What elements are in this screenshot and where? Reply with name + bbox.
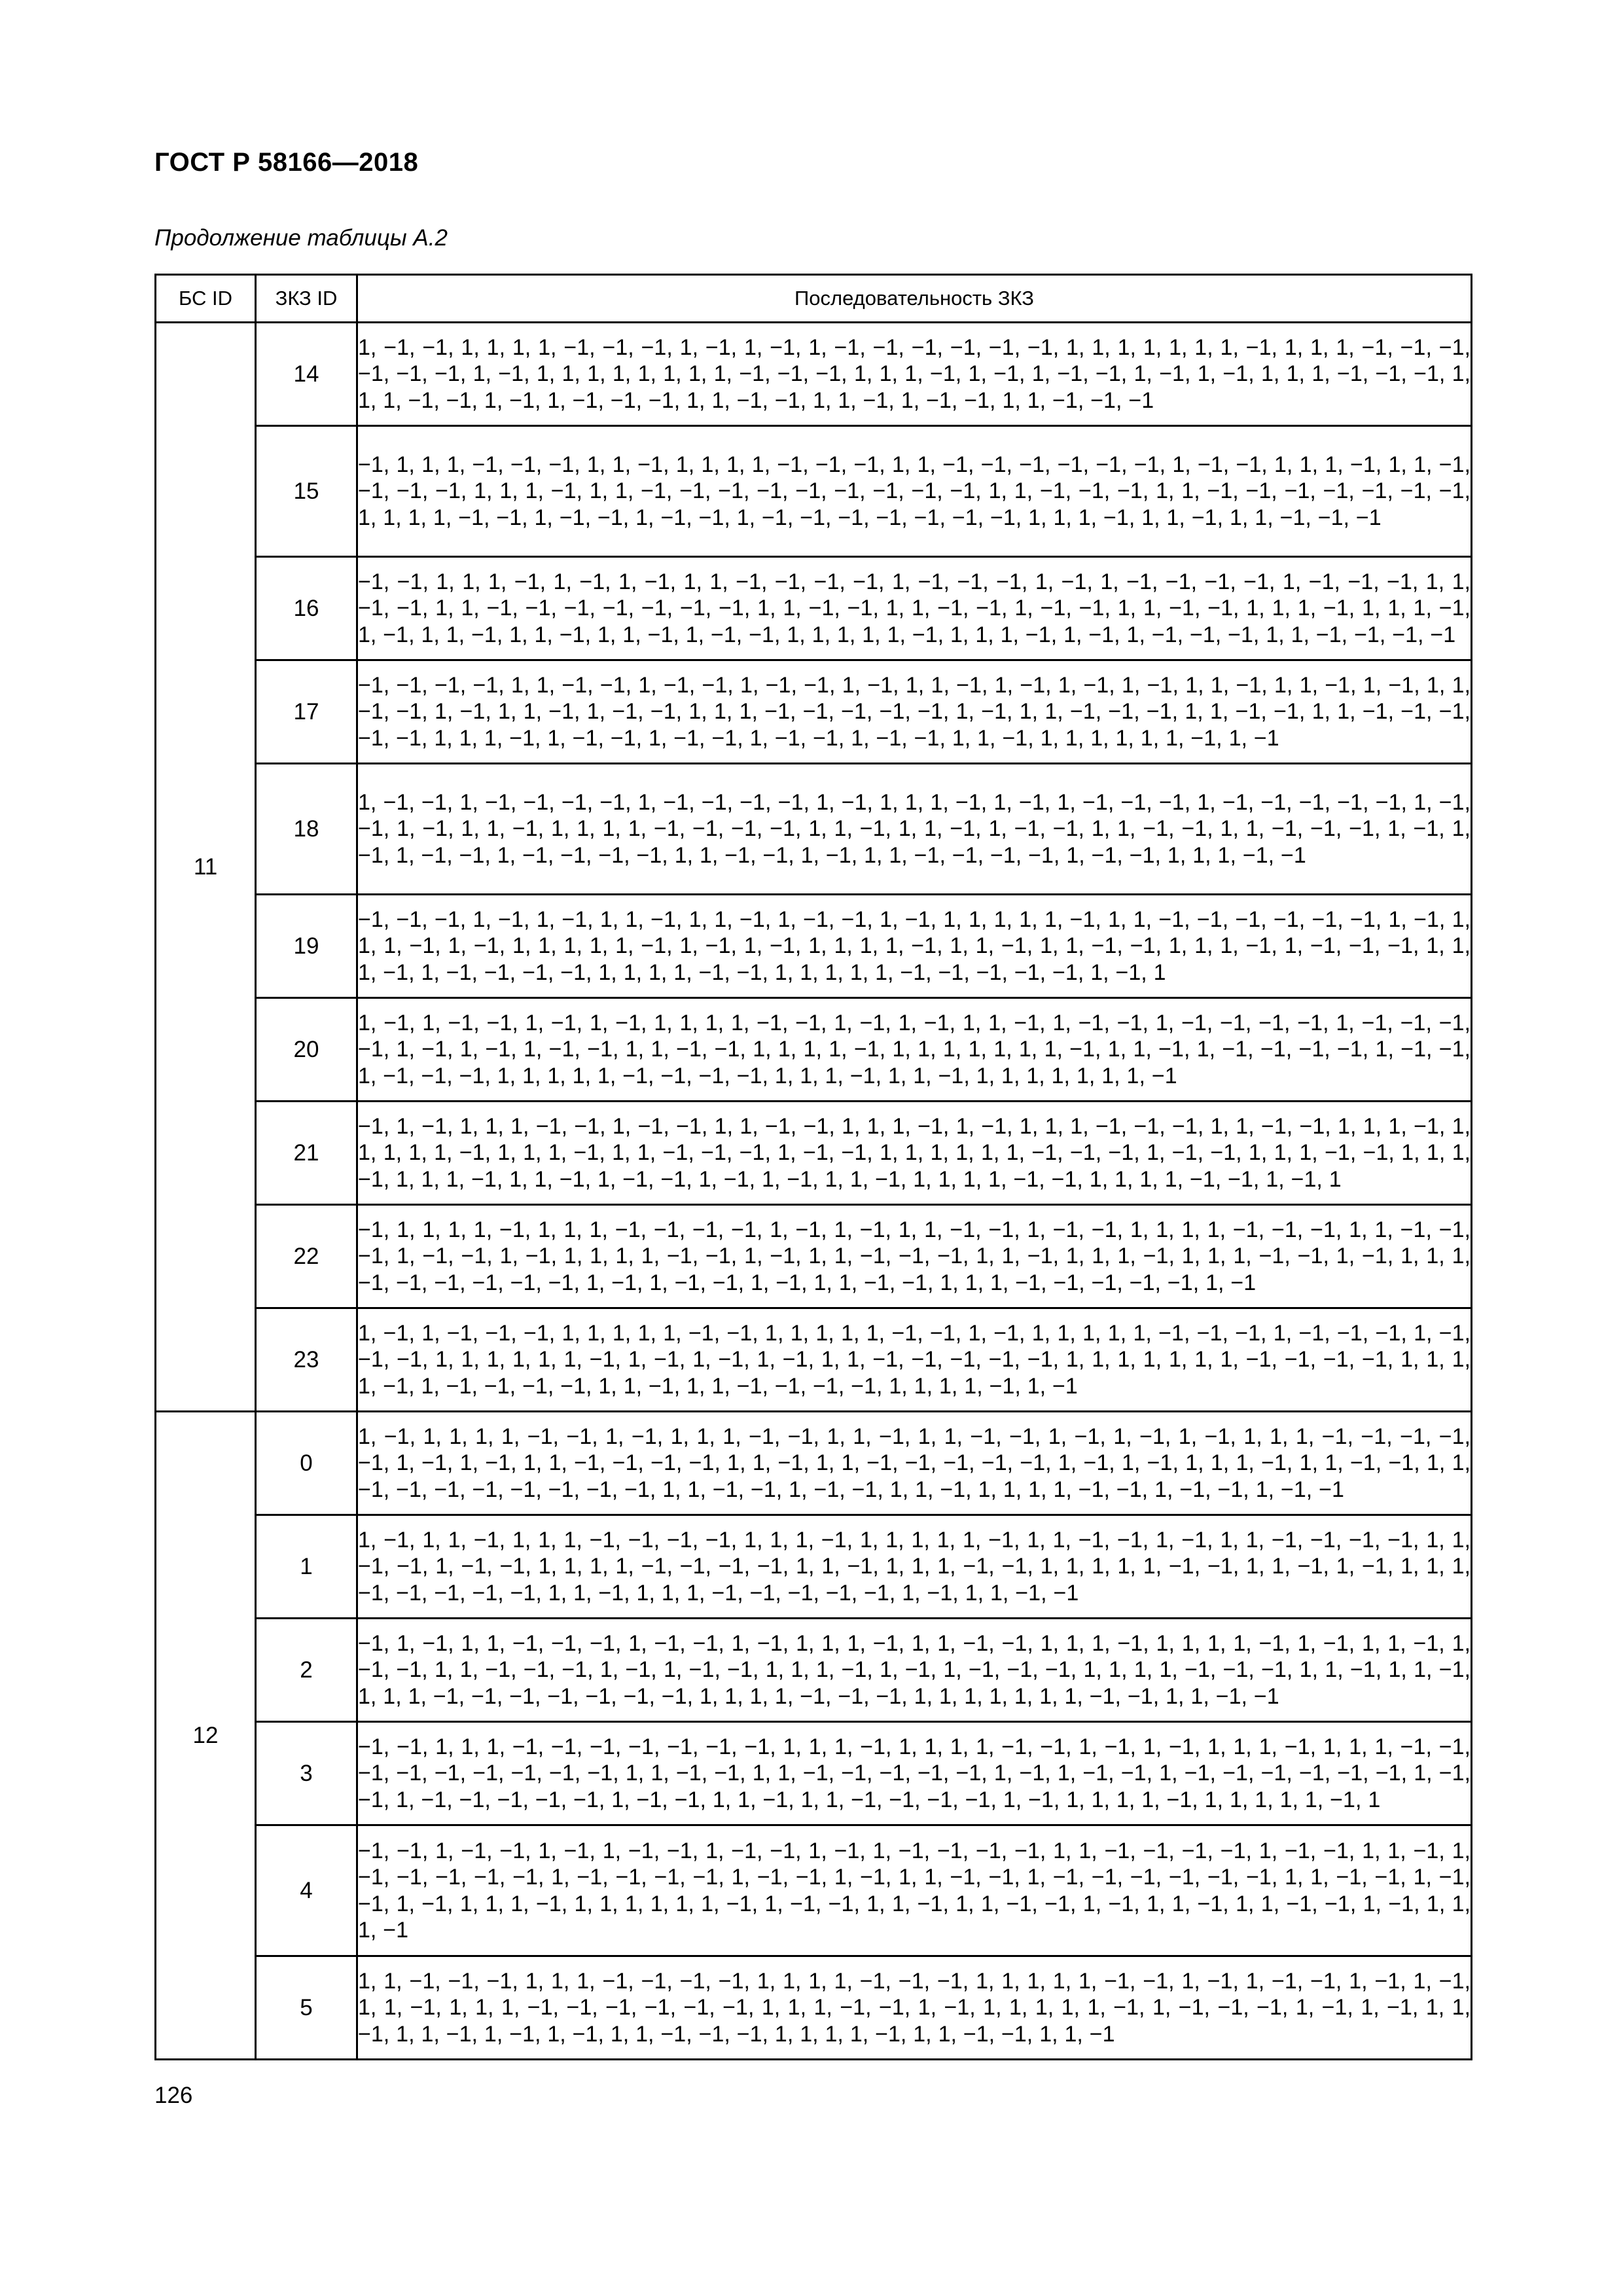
sequence-cell: 1, −1, −1, 1, 1, 1, 1, −1, −1, −1, 1, −1, 1, −1, 1, −1, −1, −1, −1, −1, −1, 1, 1, 1, 1, 1, 1, 1, −1, 1, 1, 1, −1, −1, −1, −1, −1, −1, 1, −1, 1, 1, 1, 1, 1, 1, 1, 1, −1, −1, −1, 1, 1, 1, −1, 1, −1, 1, −1, −1, 1, −1, 1, −1, 1, 1, 1, −1, −1, −1, 1, 1, 1, −1, −1, 1, −1, 1, −1, −1, −1, 1, 1, −1, −1, 1, 1, −1, 1, −1, −1, 1, 1, −1, −1, −1 xyxy=(357,323,1472,426)
sequence-cell: 1, −1, 1, −1, −1, −1, 1, 1, 1, 1, 1, −1, −1, 1, 1, 1, 1, 1, −1, −1, 1, −1, 1, 1, 1, 1, 1, −1, −1, −1, 1, −1, −1, −1, 1, −1, −1, −1, 1, 1, 1, 1, 1, 1, −1, 1, −1, 1, −1, 1, −1, 1, 1, −1, −1, −1, −1, −1, 1, 1, 1, 1, 1, 1, 1, −1, −1, −1, −1, 1, 1, 1, 1, −1, 1, −1, −1, −1, −1, 1, 1, −1, 1, 1, −1, −1, −1, −1, 1, 1, 1, 1, −1, 1, −1 xyxy=(357,1308,1472,1412)
table-row xyxy=(156,1412,1472,1515)
zkz-id-cell: 22 xyxy=(256,1205,357,1308)
table-row xyxy=(156,1308,1472,1412)
zkz-id-cell: 15 xyxy=(256,426,357,557)
sequence-cell: 1, −1, 1, −1, −1, 1, −1, 1, −1, 1, 1, 1, 1, −1, −1, 1, −1, 1, −1, 1, 1, −1, 1, −1, −1, 1, −1, −1, −1, −1, 1, −1, −1, −1, −1, 1, −1, 1, −1, 1, −1, −1, 1, 1, −1, −1, 1, 1, 1, 1, −1, 1, 1, 1, 1, 1, 1, 1, −1, 1, 1, −1, 1, −1, −1, −1, −1, 1, −1, −1, 1, −1, −1, −1, 1, 1, 1, 1, 1, −1, −1, −1, −1, 1, 1, 1, −1, 1, 1, −1, 1, 1, 1, 1, 1, 1, 1, −1 xyxy=(357,998,1472,1102)
zkz-id-cell: 20 xyxy=(256,998,357,1102)
bs-id-cell: 11 xyxy=(156,323,256,1412)
sequence-cell: −1, −1, −1, −1, 1, 1, −1, −1, 1, −1, −1, 1, −1, −1, 1, −1, 1, 1, −1, 1, −1, 1, −1, 1, −1, 1, 1, −1, 1, 1, −1, 1, −1, 1, 1, −1, −1, 1, −1, 1, 1, −1, 1, −1, −1, 1, 1, 1, −1, −1, −1, −1, −1, 1, −1, 1, 1, −1, −1, −1, 1, 1, −1, −1, 1, 1, −1, −1, −1, −1, −1, 1, 1, 1, −1, 1, −1, −1, 1, −1, −1, 1, −1, −1, 1, −1, −1, 1, 1, −1, 1, 1, 1, 1, 1, 1, −1, 1, −1 xyxy=(357,660,1472,764)
sequence-cell: −1, −1, 1, 1, 1, −1, 1, −1, 1, −1, 1, 1, −1, −1, −1, −1, 1, −1, −1, −1, 1, −1, 1, −1, −1, −1, −1, 1, −1, −1, −1, 1, 1, −1, −1, 1, 1, −1, −1, −1, −1, −1, −1, −1, 1, 1, −1, −1, 1, 1, −1, −1, 1, −1, −1, 1, 1, −1, −1, 1, 1, 1, −1, 1, 1, 1, −1, 1, −1, 1, 1, −1, 1, 1, −1, 1, 1, −1, 1, −1, −1, 1, 1, 1, 1, 1, −1, 1, 1, 1, −1, 1, −1, 1, −1, −1, −1, 1, 1, −1, −1, −1, −1 xyxy=(357,557,1472,660)
zkz-id-cell: 14 xyxy=(256,323,357,426)
table-header-row xyxy=(156,275,1472,323)
table-caption: Продолжение таблицы А.2 xyxy=(154,225,448,251)
zkz-id-cell: 0 xyxy=(256,1412,357,1515)
zkz-id-cell: 19 xyxy=(256,895,357,998)
table-row xyxy=(156,1205,1472,1308)
column-header-bs-id: БС ID xyxy=(156,275,256,323)
table-row xyxy=(156,764,1472,895)
sequence-cell: 1, 1, −1, −1, −1, 1, 1, 1, −1, −1, −1, −1, 1, 1, 1, 1, −1, −1, −1, 1, 1, 1, 1, 1, −1, −1, 1, −1, 1, −1, −1, 1, −1, 1, −1, 1, 1, −1, 1, 1, 1, −1, −1, −1, −1, −1, −1, 1, 1, 1, −1, −1, 1, −1, 1, 1, 1, 1, 1, −1, 1, −1, −1, −1, 1, −1, 1, −1, 1, 1, −1, 1, 1, −1, 1, −1, 1, −1, 1, 1, −1, −1, −1, 1, 1, 1, 1, −1, 1, 1, −1, −1, 1, 1, −1 xyxy=(357,1956,1472,2060)
sequence-cell: −1, −1, −1, 1, −1, 1, −1, 1, 1, −1, 1, 1, −1, 1, −1, −1, 1, −1, 1, 1, 1, 1, 1, −1, 1, 1, −1, −1, −1, −1, −1, −1, 1, −1, 1, 1, 1, −1, 1, −1, 1, 1, 1, 1, 1, −1, 1, −1, 1, −1, 1, 1, 1, 1, −1, 1, 1, −1, 1, 1, −1, −1, 1, 1, 1, −1, 1, −1, −1, −1, 1, 1, 1, −1, 1, −1, −1, −1, −1, 1, 1, 1, 1, −1, −1, 1, 1, 1, 1, 1, −1, −1, −1, −1, −1, 1, −1, 1 xyxy=(357,895,1472,998)
table-row xyxy=(156,323,1472,426)
table-row xyxy=(156,1722,1472,1825)
table-row xyxy=(156,557,1472,660)
sequence-cell: 1, −1, −1, 1, −1, −1, −1, −1, 1, −1, −1, −1, −1, 1, −1, 1, 1, 1, −1, 1, −1, 1, −1, −1, −1, 1, −1, −1, −1, −1, −1, 1, −1, −1, 1, −1, 1, 1, −1, 1, 1, 1, 1, −1, −1, −1, −1, 1, 1, −1, 1, 1, −1, 1, −1, −1, 1, 1, −1, −1, 1, 1, −1, −1, −1, 1, −1, 1, −1, 1, −1, −1, 1, −1, −1, −1, −1, 1, 1, −1, −1, 1, −1, 1, 1, −1, −1, −1, −1, 1, −1, −1, 1, 1, 1, −1, −1 xyxy=(357,764,1472,895)
document-header: ГОСТ Р 58166—2018 xyxy=(154,148,419,177)
zkz-id-cell: 5 xyxy=(256,1956,357,2060)
sequence-cell: −1, −1, 1, 1, 1, −1, −1, −1, −1, −1, −1, −1, 1, 1, 1, −1, 1, 1, 1, 1, −1, −1, 1, −1, 1, −1, 1, 1, 1, −1, 1, 1, 1, −1, −1, −1, −1, −1, −1, −1, −1, −1, 1, 1, −1, −1, 1, 1, −1, −1, −1, −1, −1, 1, −1, 1, −1, −1, 1, −1, −1, −1, −1, −1, −1, 1, −1, −1, 1, −1, −1, −1, −1, −1, 1, −1, −1, 1, 1, −1, 1, 1, −1, −1, −1, −1, 1, −1, 1, 1, 1, 1, −1, 1, 1, 1, 1, 1, −1, 1 xyxy=(357,1722,1472,1825)
sequence-cell: 1, −1, 1, 1, −1, 1, 1, 1, −1, −1, −1, −1, 1, 1, 1, −1, 1, 1, 1, 1, 1, −1, 1, 1, −1, −1, 1, −1, 1, 1, −1, −1, −1, −1, 1, 1, −1, −1, 1, −1, −1, 1, 1, 1, 1, −1, −1, −1, −1, 1, 1, −1, 1, 1, 1, −1, −1, 1, 1, 1, 1, 1, −1, −1, 1, 1, −1, 1, −1, 1, 1, 1, −1, −1, −1, −1, −1, 1, 1, −1, 1, 1, 1, −1, −1, −1, −1, −1, 1, −1, 1, 1, −1, −1 xyxy=(357,1515,1472,1619)
table-row xyxy=(156,426,1472,557)
table-row xyxy=(156,1619,1472,1722)
sequence-cell: 1, −1, 1, 1, 1, 1, −1, −1, 1, −1, 1, 1, 1, −1, −1, 1, 1, −1, 1, 1, −1, −1, 1, −1, 1, −1, 1, −1, 1, 1, 1, −1, −1, −1, −1, −1, 1, −1, 1, −1, 1, 1, −1, −1, −1, −1, 1, 1, −1, 1, 1, −1, −1, −1, −1, −1, 1, −1, 1, −1, 1, 1, 1, −1, 1, 1, −1, −1, 1, 1, −1, −1, −1, −1, −1, −1, −1, −1, 1, 1, −1, −1, 1, −1, −1, 1, 1, −1, 1, 1, 1, 1, −1, −1, 1, −1, −1, 1, −1, −1 xyxy=(357,1412,1472,1515)
table-row xyxy=(156,1102,1472,1205)
table-row xyxy=(156,895,1472,998)
zkz-id-cell: 3 xyxy=(256,1722,357,1825)
page-number: 126 xyxy=(154,2083,193,2108)
zkz-id-cell: 17 xyxy=(256,660,357,764)
sequence-cell: −1, 1, −1, 1, 1, −1, −1, −1, 1, −1, −1, 1, −1, 1, 1, 1, −1, 1, 1, −1, −1, 1, 1, 1, −1, 1, 1, 1, 1, −1, 1, −1, 1, 1, −1, 1, −1, −1, 1, 1, −1, −1, −1, 1, −1, 1, −1, −1, 1, 1, 1, −1, 1, −1, 1, −1, −1, −1, 1, 1, 1, 1, −1, −1, −1, 1, 1, −1, 1, 1, −1, 1, 1, 1, −1, −1, −1, −1, −1, −1, −1, 1, 1, 1, 1, −1, −1, −1, 1, 1, 1, 1, 1, 1, 1, −1, −1, 1, 1, −1, −1 xyxy=(357,1619,1472,1722)
zkz-id-cell: 2 xyxy=(256,1619,357,1722)
table-row xyxy=(156,1956,1472,2060)
column-header-zkz-id: ЗКЗ ID xyxy=(256,275,357,323)
bs-id-cell: 12 xyxy=(156,1412,256,2060)
table-row xyxy=(156,1825,1472,1956)
table-row xyxy=(156,998,1472,1102)
table-row xyxy=(156,660,1472,764)
sequence-cell: −1, −1, 1, −1, −1, 1, −1, 1, −1, −1, 1, −1, −1, 1, −1, 1, −1, −1, −1, −1, 1, 1, −1, −1, −1, −1, 1, −1, −1, 1, 1, −1, 1, −1, −1, −1, −1, −1, 1, −1, −1, −1, −1, 1, −1, −1, 1, −1, 1, 1, −1, −1, 1, −1, −1, −1, −1, −1, −1, 1, 1, −1, −1, 1, −1, −1, 1, −1, 1, 1, 1, −1, 1, 1, 1, 1, 1, 1, −1, 1, −1, −1, 1, 1, −1, 1, 1, −1, −1, 1, −1, 1, 1, −1, 1, 1, −1, −1, 1, −1, 1, 1, 1, −1 xyxy=(357,1825,1472,1956)
sequence-cell: −1, 1, 1, 1, 1, −1, 1, 1, 1, −1, −1, −1, −1, 1, −1, 1, −1, 1, 1, −1, −1, 1, −1, −1, 1, 1, 1, 1, −1, −1, −1, 1, 1, −1, −1, −1, 1, −1, −1, 1, −1, 1, 1, 1, 1, −1, −1, 1, −1, 1, 1, −1, −1, −1, 1, 1, −1, 1, 1, 1, −1, 1, 1, 1, −1, −1, 1, −1, 1, 1, 1, −1, −1, −1, −1, −1, −1, 1, −1, 1, −1, −1, 1, −1, 1, 1, −1, −1, 1, 1, 1, −1, −1, −1, −1, −1, 1, −1 xyxy=(357,1205,1472,1308)
zkz-id-cell: 21 xyxy=(256,1102,357,1205)
zkz-id-cell: 4 xyxy=(256,1825,357,1956)
table-row xyxy=(156,1515,1472,1619)
sequence-table xyxy=(154,274,1472,2060)
zkz-id-cell: 16 xyxy=(256,557,357,660)
zkz-id-cell: 1 xyxy=(256,1515,357,1619)
zkz-id-cell: 23 xyxy=(256,1308,357,1412)
sequence-cell: −1, 1, 1, 1, −1, −1, −1, 1, 1, −1, 1, 1, 1, 1, −1, −1, −1, 1, 1, −1, −1, −1, −1, −1, −1, 1, −1, −1, 1, 1, 1, −1, 1, 1, −1, −1, −1, −1, 1, 1, 1, −1, 1, 1, −1, −1, −1, −1, −1, −1, −1, −1, −1, 1, 1, −1, −1, −1, 1, 1, −1, −1, −1, −1, −1, −1, −1, 1, 1, 1, 1, −1, −1, 1, −1, −1, 1, −1, −1, 1, −1, −1, −1, −1, −1, −1, −1, 1, 1, 1, −1, 1, 1, −1, 1, 1, −1, −1, −1 xyxy=(357,426,1472,557)
column-header-sequence: Последовательность ЗКЗ xyxy=(357,275,1472,323)
zkz-id-cell: 18 xyxy=(256,764,357,895)
sequence-cell: −1, 1, −1, 1, 1, 1, −1, −1, 1, −1, −1, 1, 1, −1, −1, 1, 1, 1, −1, 1, −1, 1, 1, 1, −1, −1, −1, 1, 1, −1, −1, 1, 1, 1, −1, 1, 1, 1, 1, 1, −1, 1, 1, 1, −1, 1, 1, −1, −1, −1, 1, −1, −1, 1, 1, 1, 1, 1, 1, −1, −1, −1, 1, −1, −1, 1, 1, 1, −1, −1, 1, 1, 1, −1, 1, 1, 1, −1, 1, 1, −1, 1, −1, −1, 1, −1, 1, −1, 1, 1, −1, 1, 1, 1, 1, −1, −1, 1, 1, 1, 1, −1, −1, 1, −1, 1 xyxy=(357,1102,1472,1205)
